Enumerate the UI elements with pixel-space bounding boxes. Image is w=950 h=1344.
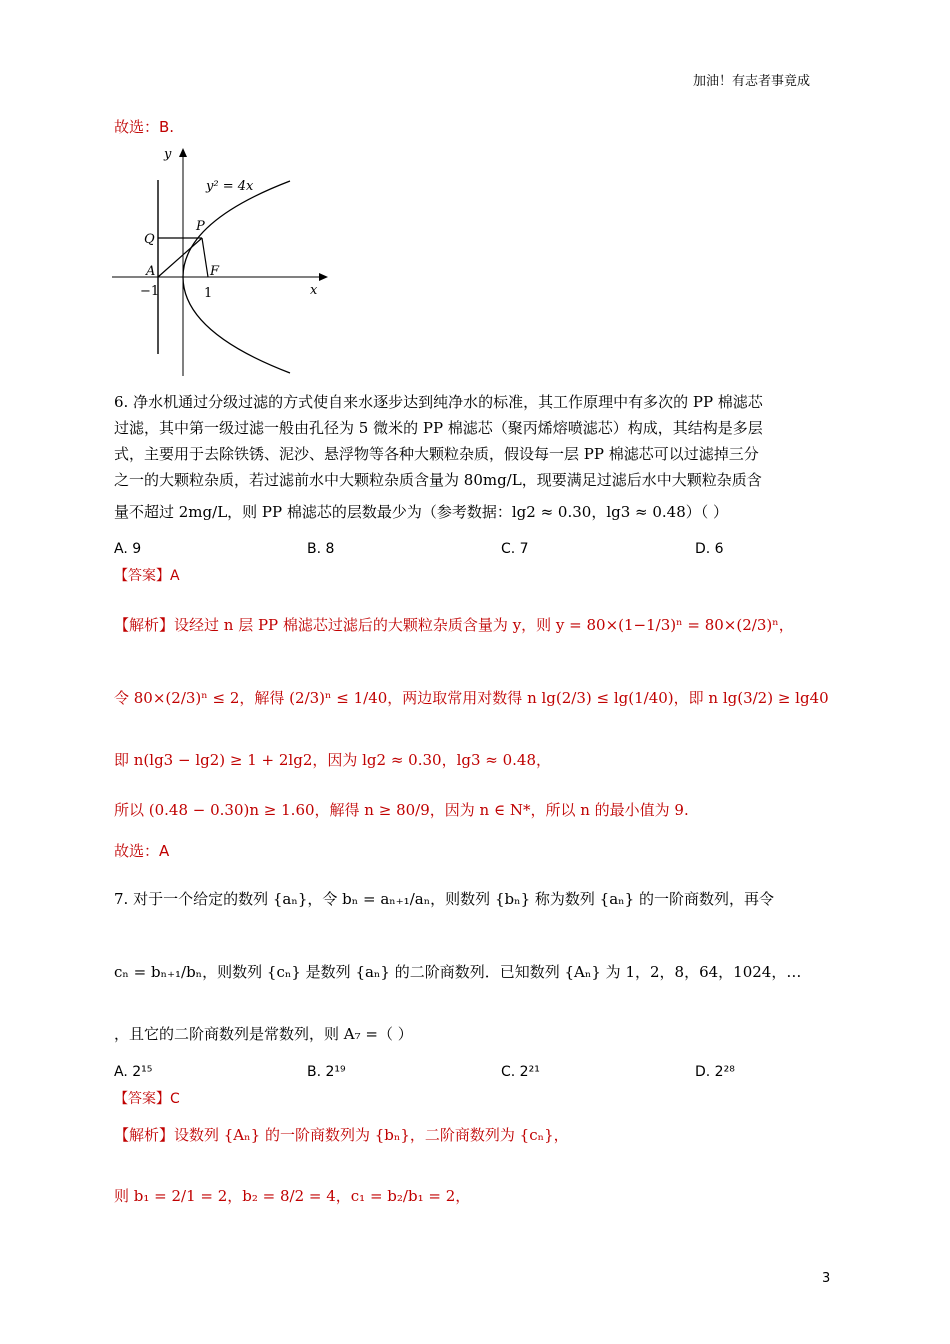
tick-neg1-label: −1 <box>140 284 160 299</box>
q7-solution-1: 【解析】设数列 {Aₙ} 的一阶商数列为 {bₙ}，二阶商数列为 {cₙ}， <box>114 1126 569 1144</box>
header-slogan: 加油！有志者事竟成 <box>693 74 811 89</box>
point-q-label: Q <box>144 232 155 247</box>
q7-option-b: B. 2¹⁹ <box>307 1064 346 1080</box>
axis-x-label: x <box>310 283 318 298</box>
q7-line-3: ，且它的二阶商数列是常数列，则 A₇ =（ ） <box>114 1025 413 1043</box>
q6-line-3: 式，主要用于去除铁锈、泥沙、悬浮物等各种大颗粒杂质，假设每一层 PP 棉滤芯可以过滤掉三分 <box>114 445 759 463</box>
q6-conclusion: 故选：A <box>114 842 170 860</box>
q7-option-d: D. 2²⁸ <box>695 1064 735 1080</box>
point-p-label: P <box>196 219 205 234</box>
q6-solution-2: 令 80×(2/3)ⁿ ≤ 2，解得 (2/3)ⁿ ≤ 1/40，两边取常用对数得 n lg(2/3) ≤ lg(1/40)，即 n lg(3/2) ≥ lg40 <box>114 689 829 707</box>
q7-option-c: C. 2²¹ <box>501 1064 540 1080</box>
prev-conclusion: 故选：B. <box>114 118 175 136</box>
q7-line-2: cₙ = bₙ₊₁/bₙ，则数列 {cₙ} 是数列 {aₙ} 的二阶商数列．已知数列 {Aₙ} 为 1，2，8，64，1024，… <box>114 963 802 981</box>
tick-1-label: 1 <box>204 286 213 301</box>
q6-answer: 【答案】A <box>114 568 180 584</box>
q6-line-4: 之一的大颗粒杂质，若过滤前水中大颗粒杂质含量为 80mg/L，现要满足过滤后水中大颗粒杂质含 <box>114 471 762 489</box>
q6-option-b: B. 8 <box>307 541 335 557</box>
q7-option-a: A. 2¹⁵ <box>114 1064 153 1080</box>
q6-option-d: D. 6 <box>695 541 724 557</box>
q6-solution-1: 【解析】设经过 n 层 PP 棉滤芯过滤后的大颗粒杂质含量为 y，则 y = 80×(1−1/3)ⁿ = 80×(2/3)ⁿ， <box>114 616 794 634</box>
equation-label: y² = 4x <box>206 179 254 194</box>
q6-solution-3: 即 n(lg3 − lg2) ≥ 1 + 2lg2，因为 lg2 ≈ 0.30，lg3 ≈ 0.48， <box>114 751 552 769</box>
q7-answer: 【答案】C <box>114 1091 180 1107</box>
q6-line-1: 6. 净水机通过分级过滤的方式使自来水逐步达到纯净水的标准，其工作原理中有多次的 PP 棉滤芯 <box>114 393 763 411</box>
axis-y-label: y <box>164 147 172 162</box>
parabola-figure <box>108 140 338 380</box>
q6-option-a: A. 9 <box>114 541 142 557</box>
point-f-label: F <box>210 264 220 279</box>
q6-solution-4: 所以 (0.48 − 0.30)n ≥ 1.60，解得 n ≥ 80/9，因为 n ∈ N*，所以 n 的最小值为 9. <box>114 801 689 819</box>
q7-solution-2: 则 b₁ = 2/1 = 2，b₂ = 8/2 = 4，c₁ = b₂/b₁ = 2， <box>114 1187 471 1205</box>
point-a-label: A <box>146 264 156 279</box>
q6-option-c: C. 7 <box>501 541 529 557</box>
page-number: 3 <box>822 1271 831 1286</box>
q6-line-5: 量不超过 2mg/L，则 PP 棉滤芯的层数最少为（参考数据：lg2 ≈ 0.30，lg3 ≈ 0.48）（ ） <box>114 503 729 521</box>
q6-line-2: 过滤，其中第一级过滤一般由孔径为 5 微米的 PP 棉滤芯（聚丙烯熔喷滤芯）构成，其结构是多层 <box>114 419 763 437</box>
q7-line-1: 7. 对于一个给定的数列 {aₙ}，令 bₙ = aₙ₊₁/aₙ，则数列 {bₙ} 称为数列 {aₙ} 的一阶商数列，再令 <box>114 890 774 908</box>
